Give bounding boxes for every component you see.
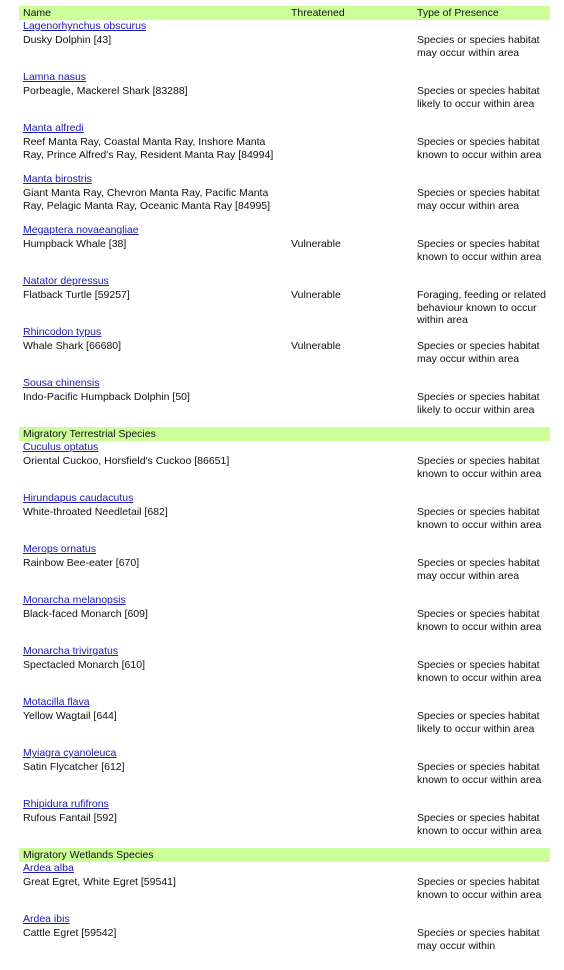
species-common-name: Spectacled Monarch [610] <box>23 659 145 671</box>
presence-type: Species or species habitat known to occur within area <box>417 812 542 837</box>
presence-type: Species or species habitat known to occur within area <box>417 506 542 531</box>
presence-type: Species or species habitat may occur within area <box>417 187 540 212</box>
species-common-name: Flatback Turtle [59257] <box>23 289 130 301</box>
species-scientific-name-link[interactable]: Myiagra cyanoleuca <box>23 747 117 759</box>
species-common-name: Indo-Pacific Humpback Dolphin [50] <box>23 391 190 403</box>
species-scientific-name-link[interactable]: Monarcha trivirgatus <box>23 645 119 657</box>
section-heading-wetlands <box>19 848 550 862</box>
presence-type: Species or species habitat may occur within area <box>417 34 540 59</box>
column-header-threatened: Threatened <box>291 7 345 19</box>
species-scientific-name-link[interactable]: Sousa chinensis <box>23 377 100 389</box>
species-scientific-name-link[interactable]: Rhipidura rufifrons <box>23 798 109 810</box>
presence-type: Species or species habitat likely to occur within area <box>417 391 540 416</box>
species-common-name: Black-faced Monarch [609] <box>23 608 148 620</box>
species-scientific-name-link[interactable]: Ardea alba <box>23 862 74 874</box>
presence-type: Species or species habitat likely to occur within area <box>417 85 540 110</box>
species-common-name: Yellow Wagtail [644] <box>23 710 117 722</box>
presence-type: Species or species habitat may occur within <box>417 927 540 952</box>
species-common-name: White-throated Needletail [682] <box>23 506 168 518</box>
threatened-status: Vulnerable <box>291 238 341 250</box>
presence-type: Species or species habitat may occur within area <box>417 557 540 582</box>
species-common-name: Oriental Cuckoo, Horsfield's Cuckoo [86651] <box>23 455 230 467</box>
column-header-name: Name <box>23 7 52 19</box>
species-scientific-name-link[interactable]: Cuculus optatus <box>23 441 99 453</box>
species-scientific-name-link[interactable]: Motacilla flava <box>23 696 90 708</box>
species-common-name: Satin Flycatcher [612] <box>23 761 125 773</box>
species-common-name: Rufous Fantail [592] <box>23 812 117 824</box>
section-heading-label: Migratory Terrestrial Species <box>23 428 156 440</box>
species-common-name: Giant Manta Ray, Chevron Manta Ray, Pacific Manta Ray, Pelagic Manta Ray, Oceanic Manta Ray [84995] <box>23 187 271 212</box>
threatened-status: Vulnerable <box>291 289 341 301</box>
presence-type: Species or species habitat likely to occur within area <box>417 710 540 735</box>
species-common-name: Great Egret, White Egret [59541] <box>23 876 176 888</box>
species-scientific-name-link[interactable]: Lamna nasus <box>23 71 87 83</box>
presence-type: Species or species habitat known to occur within area <box>417 761 542 786</box>
species-scientific-name-link[interactable]: Manta alfredi <box>23 122 84 134</box>
species-scientific-name-link[interactable]: Ardea ibis <box>23 913 70 925</box>
species-common-name: Rainbow Bee-eater [670] <box>23 557 140 569</box>
presence-type: Species or species habitat known to occur within area <box>417 876 542 901</box>
species-common-name: Dusky Dolphin [43] <box>23 34 112 46</box>
species-scientific-name-link[interactable]: Natator depressus <box>23 275 109 287</box>
species-scientific-name-link[interactable]: Monarcha melanopsis <box>23 594 126 606</box>
presence-type: Foraging, feeding or related behaviour known to occur within area <box>417 289 546 327</box>
section-heading-label: Migratory Wetlands Species <box>23 849 154 861</box>
section-heading-terrestrial <box>19 427 550 441</box>
species-common-name: Reef Manta Ray, Coastal Manta Ray, Inshore Manta Ray, Prince Alfred's Ray, Resident Manta Ray [84994] <box>23 136 274 161</box>
species-scientific-name-link[interactable]: Lagenorhynchus obscurus <box>23 20 147 32</box>
species-scientific-name-link[interactable]: Rhincodon typus <box>23 326 102 338</box>
presence-type: Species or species habitat known to occur within area <box>417 238 542 263</box>
presence-type: Species or species habitat known to occur within area <box>417 455 542 480</box>
presence-type: Species or species habitat known to occur within area <box>417 136 542 161</box>
threatened-status: Vulnerable <box>291 340 341 352</box>
species-scientific-name-link[interactable]: Megaptera novaeangliae <box>23 224 139 236</box>
species-common-name: Whale Shark [66680] <box>23 340 122 352</box>
species-scientific-name-link[interactable]: Hirundapus caudacutus <box>23 492 134 504</box>
species-common-name: Porbeagle, Mackerel Shark [83288] <box>23 85 188 97</box>
presence-type: Species or species habitat may occur within area <box>417 340 540 365</box>
species-common-name: Cattle Egret [59542] <box>23 927 117 939</box>
species-scientific-name-link[interactable]: Merops ornatus <box>23 543 96 555</box>
column-header-bar <box>19 6 550 20</box>
presence-type: Species or species habitat known to occur within area <box>417 659 542 684</box>
species-common-name: Humpback Whale [38] <box>23 238 127 250</box>
species-scientific-name-link[interactable]: Manta birostris <box>23 173 92 185</box>
presence-type: Species or species habitat known to occur within area <box>417 608 542 633</box>
column-header-presence: Type of Presence <box>417 7 499 19</box>
